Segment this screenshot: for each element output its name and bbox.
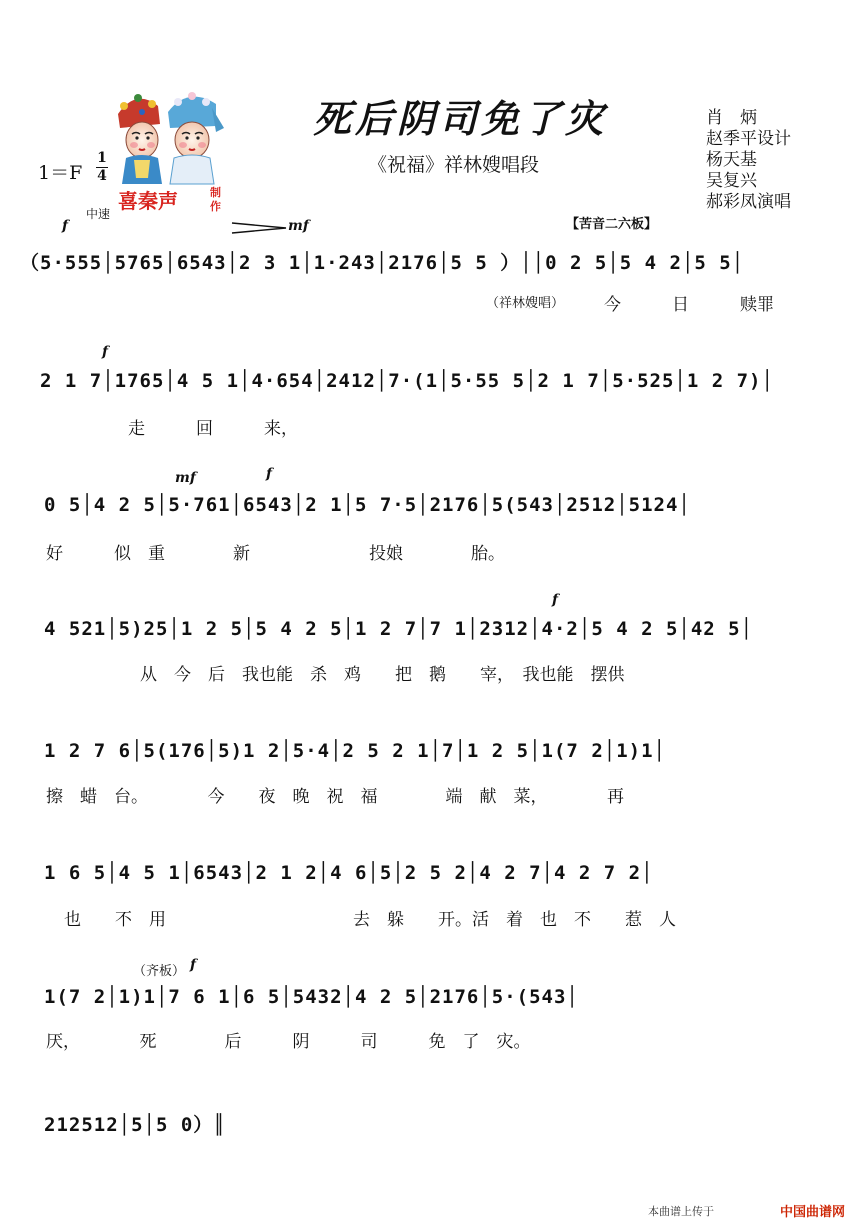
svg-text:作: 作	[210, 200, 221, 213]
lyrics-line: 擦 蜡 台。 今 夜 晚 祝 福 端 献 菜， 再	[46, 787, 624, 807]
meter-bottom: 4	[97, 168, 107, 184]
credit-line: 吴复兴	[706, 171, 757, 191]
svg-text:喜秦声: 喜秦声	[118, 189, 178, 213]
dynamic-marking: f	[62, 218, 69, 234]
banqiang-marking: 【苦音二六板】	[566, 217, 658, 232]
meter-top: 1	[97, 150, 107, 166]
dynamic-marking: f	[552, 592, 559, 608]
credits-block	[706, 108, 791, 213]
notation-line: 1 6 5│4 5 1│6543│2 1 2│4 6│5│2 5 2│4 2 7│4 2 7 2│	[44, 862, 654, 884]
footer-uploaded-text: 本曲谱上传于	[648, 1205, 714, 1218]
lyrics-line: 今 日 赎罪	[604, 295, 774, 315]
credit-line: 郝彩凤演唱	[706, 192, 791, 212]
lyrics-line: 走 回 来，	[128, 419, 298, 439]
credit-line: 杨天基	[706, 150, 757, 170]
tempo-marking: 中速	[86, 207, 111, 221]
lyrics-line: 从 今 后 我也能 杀 鸡 把 鹅 宰， 我也能 摆供	[140, 665, 625, 685]
notation-line: 4 521│5)25│1 2 5│5 4 2 5│1 2 7│7 1│2312│4·2│5 4 2 5│42 5│	[44, 618, 754, 640]
score-title: 死后阴司免了灾	[313, 96, 608, 141]
notation-line: 1(7 2│1)1│7 6 1│6 5│5432│4 2 5│2176│5·(543│	[44, 986, 579, 1008]
decrescendo-hairpin	[230, 221, 290, 235]
footer-brand: 中国曲谱网	[780, 1205, 846, 1220]
dynamic-marking: mf	[288, 218, 309, 234]
notation-line: 0 5│4 2 5│5·761│6543│2 1│5 7·5│2176│5(543│2512│5124│	[44, 494, 691, 516]
dynamic-marking: mf	[175, 470, 196, 486]
notation-line: 212512│5│5 0）║	[44, 1114, 226, 1136]
notation-line: 2 1 7│1765│4 5 1│4·654│2412│7·(1│5·55 5│2 1 7│5·525│1 2 7)│	[40, 370, 774, 392]
svg-text:制: 制	[210, 186, 221, 199]
dynamic-marking: f	[102, 344, 109, 360]
singer-label: （祥林嫂唱）	[486, 296, 565, 311]
score-subtitle: 《祝福》祥林嫂唱段	[368, 154, 540, 176]
lyrics-line: 好 似 重 新 投娘 胎。	[46, 544, 505, 564]
dynamic-marking: f	[190, 957, 197, 973]
notation-line: （5·555│5765│6543│2 3 1│1·243│2176│5 5 ）││0 2 5│5 4 2│5 5│	[20, 252, 745, 274]
xiqinsheng-logo	[112, 88, 228, 216]
lyrics-line: 厌， 死 后 阴 司 免 了 灾。	[46, 1032, 531, 1052]
credit-line: 肖 炳	[706, 108, 757, 128]
sanban-marking: （齐板）	[133, 964, 186, 979]
lyrics-line: 也 不 用 去 躲 开。活 着 也 不 惹 人	[64, 910, 676, 930]
notation-line: 1 2 7 6│5(176│5)1 2│5·4│2 5 2 1│7│1 2 5│1(7 2│1)1│	[44, 740, 666, 762]
dynamic-marking: f	[266, 466, 273, 482]
key-signature: 1＝F	[38, 162, 83, 184]
time-signature	[96, 150, 108, 185]
credit-line: 赵季平设计	[706, 129, 791, 149]
